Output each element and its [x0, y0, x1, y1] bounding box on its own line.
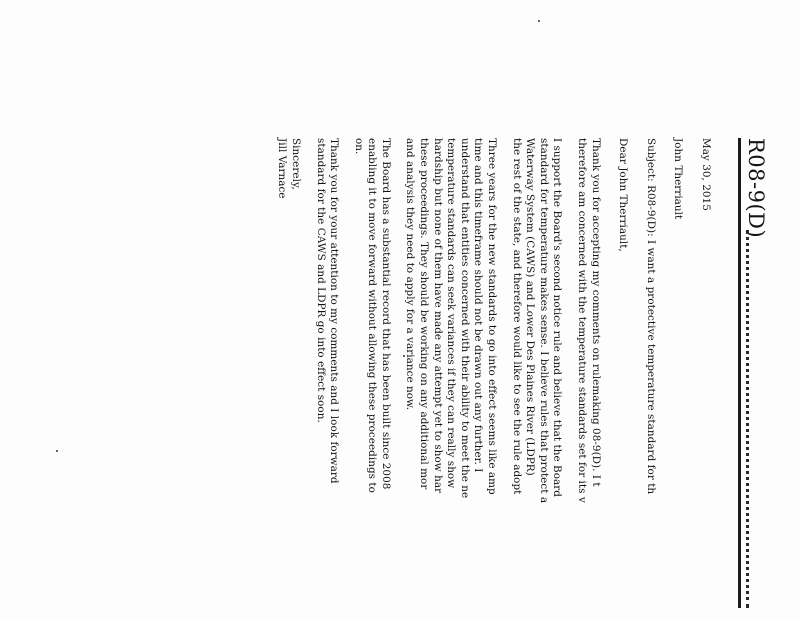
paragraph-line: the rest of the state, and therefore would like to see the rule adopt: [510, 138, 523, 495]
letter-date: May 30, 2015: [700, 138, 712, 211]
letter-salutation: Dear John Therriault,: [617, 138, 630, 252]
document-number: R08-9(D): [744, 138, 768, 239]
paragraph-line: temperature standards can seek variances if they can really show: [445, 138, 458, 489]
letter-recipient: John Therriault: [672, 138, 685, 220]
paragraph-line: understand that entities concerned with their ability to meet the ne: [458, 138, 471, 499]
paragraph-5: [313, 138, 340, 618]
paragraph-line: enabling it to move forward without allowing these proceedings to: [366, 138, 379, 493]
letter-subject: Subject: R08-9(D): I want a protective temperature standard for th: [644, 138, 657, 495]
paragraph-line: Thank you for accepting my comments on rulemaking 08-9(D). I t: [589, 138, 602, 487]
paragraph-line: these proceedings. They should be working on any additional mor: [418, 138, 431, 490]
paragraph-1: [574, 138, 601, 618]
letter-closing: Sincerely,: [289, 138, 302, 190]
paragraph-line: standard for temperature makes sense. I believe rules that protect a: [537, 138, 550, 504]
paragraph-line: I support the Board's second notice rule and believe that the Board: [551, 138, 564, 497]
scan-speck: [538, 20, 540, 22]
paragraph-line: Waterway System (CAWS) and Lower Des Plaines River (LDPR): [524, 138, 537, 476]
scan-speck: [403, 355, 405, 357]
paragraph-2: [509, 138, 563, 618]
paragraph-3: [403, 138, 498, 618]
paragraph-line: The Board has a substantial record that has been built since 2008: [379, 138, 392, 490]
paragraph-line: Three years for the new standards to go into effect seems like amp: [486, 138, 499, 495]
scan-speck: [56, 450, 58, 452]
letter-signature: Jill Varnace: [276, 138, 289, 199]
paragraph-line: Thank you for your attention to my comments and I look forward: [328, 138, 341, 484]
paragraph-line: therefore am concerned with the temperature standards set for its v: [576, 138, 589, 503]
dotted-leader-line: [746, 230, 759, 608]
paragraph-line: standard for the CAWS and LDPR go into effect soon.: [314, 138, 327, 423]
document-header: [738, 138, 782, 608]
paragraph-line: hardship but none of them have made any attempt yet to show har: [431, 138, 444, 494]
paragraph-4: [351, 138, 392, 618]
paragraph-line: on.: [352, 138, 365, 155]
paragraph-line: and analysis they need to apply for a variance now.: [404, 138, 417, 411]
letter-body: [264, 138, 712, 618]
paragraph-line: time and this timeframe should not be drawn out any further. I: [472, 138, 485, 473]
